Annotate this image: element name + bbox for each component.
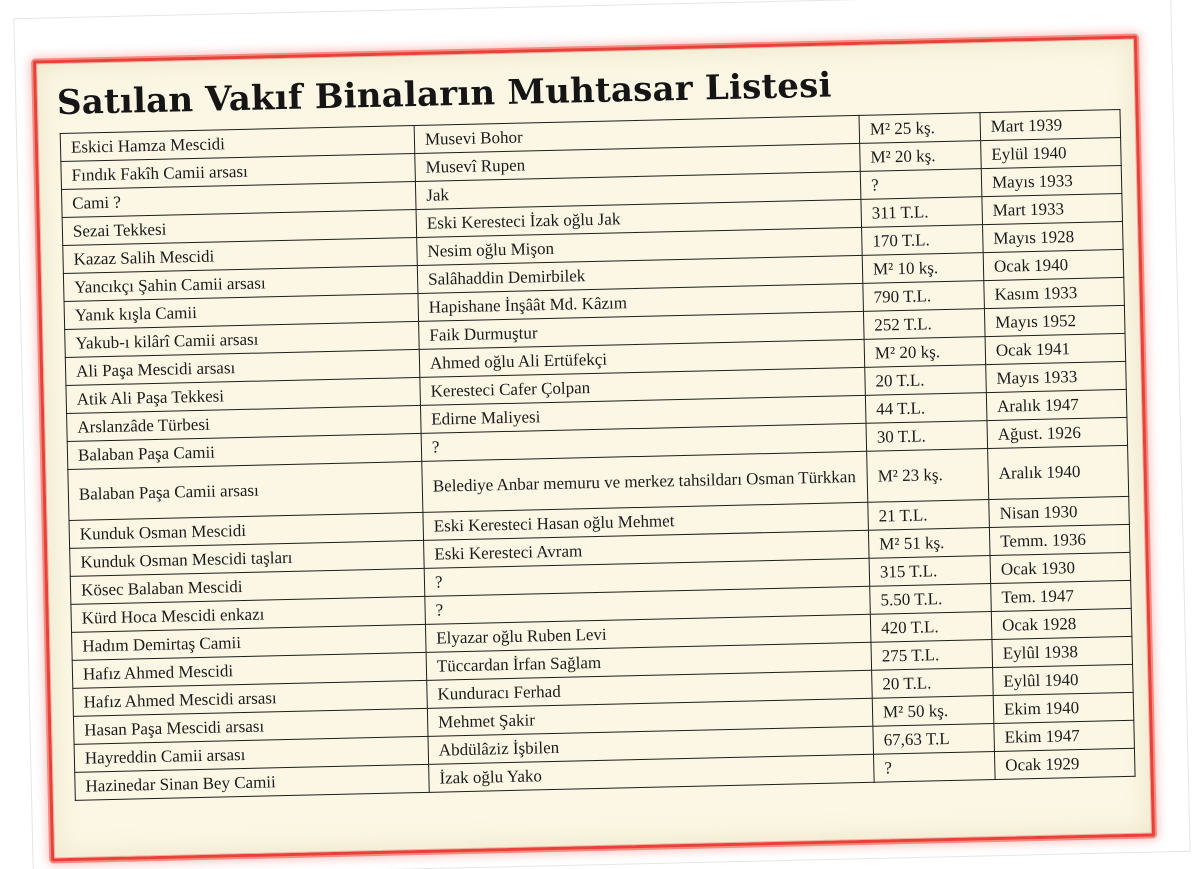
price-cell: 5.50 T.L. (870, 584, 992, 615)
price-cell: M² 20 kş. (860, 141, 982, 172)
buyer-cell: Elyazar oğlu Ruben Levi (425, 614, 871, 652)
date-cell: Mart 1933 (982, 193, 1123, 224)
price-cell: 790 T.L. (863, 281, 985, 312)
building-name-cell: Ali Paşa Mescidi arsası (65, 349, 420, 385)
date-cell: Tem. 1947 (991, 580, 1132, 611)
date-cell: Ocak 1928 (991, 608, 1132, 639)
date-cell: Eylül 1940 (981, 137, 1122, 168)
date-cell: Ağust. 1926 (987, 417, 1128, 448)
building-name-cell: Kürd Hoca Mescidi enkazı (71, 596, 426, 632)
building-name-cell: Cami ? (61, 181, 416, 217)
price-cell: 30 T.L. (866, 421, 988, 452)
date-cell: Ocak 1930 (990, 552, 1131, 583)
buyer-cell: Musevi Bohor (414, 115, 860, 153)
building-name-cell: Hazinedar Sinan Bey Camii (75, 764, 430, 800)
buyer-cell: Musevî Rupen (415, 143, 861, 181)
buyer-cell: ? (424, 558, 870, 596)
building-name-cell: Kunduk Osman Mescidi (69, 512, 424, 548)
date-cell: Aralık 1947 (986, 389, 1127, 420)
buyer-cell: Belediye Anbar memuru ve merkez tahsildarı Osman Türkkan (422, 451, 868, 512)
building-name-cell: Fındık Fakîh Camii arsası (61, 153, 416, 189)
date-cell: Aralık 1940 (988, 445, 1129, 499)
date-cell: Ekim 1940 (993, 692, 1134, 723)
buyer-cell: Abdülâziz İşbilen (428, 726, 874, 764)
price-cell: 20 T.L. (872, 668, 994, 699)
price-cell: 67,63 T.L (873, 723, 995, 754)
date-cell: Ocak 1940 (983, 249, 1124, 280)
date-cell: Ekim 1947 (994, 720, 1135, 751)
building-name-cell: Balaban Paşa Camii arsası (68, 461, 423, 520)
buyer-cell: Eski Kerestеci Avram (424, 530, 870, 568)
price-cell: ? (874, 751, 996, 782)
buyer-cell: Edirne Maliyesi (420, 395, 866, 433)
buyer-cell: Ahmed oğlu Ali Ertüfekçi (419, 339, 865, 377)
building-name-cell: Yakub-ı kilârî Camii arsası (65, 321, 420, 357)
building-name-cell: Kösec Balaban Mescidi (70, 568, 425, 604)
building-name-cell: Hafız Ahmed Mescidi arsası (73, 680, 428, 716)
date-cell: Mayıs 1933 (981, 165, 1122, 196)
building-name-cell: Kazaz Salih Mescidi (63, 237, 418, 273)
buyer-cell: Mehmet Şakir (427, 698, 873, 736)
building-name-cell: Eskici Hamza Mescidi (60, 125, 415, 161)
date-cell: Eylûl 1940 (993, 664, 1134, 695)
date-cell: Ocak 1941 (985, 333, 1126, 364)
date-cell: Nisan 1930 (989, 496, 1130, 527)
buyer-cell: Hapishane İnşâât Md. Kâzım (418, 283, 864, 321)
buyer-cell: ? (421, 423, 867, 461)
price-cell: 275 T.L. (871, 640, 993, 671)
building-name-cell: Hasan Paşa Mescidi arsası (73, 708, 428, 744)
date-cell: Kasım 1933 (984, 277, 1125, 308)
building-name-cell: Atik Ali Paşa Tekkesi (66, 377, 421, 413)
building-name-cell: Yancıkçı Şahin Camii arsası (63, 265, 418, 301)
date-cell: Mart 1939 (980, 109, 1121, 140)
date-cell: Ocak 1929 (994, 748, 1135, 779)
building-name-cell: Yanık kışla Camii (64, 293, 419, 329)
buyer-cell: Kunduracı Ferhad (427, 670, 873, 708)
document-page (33, 36, 1155, 862)
price-cell: 315 T.L. (869, 556, 991, 587)
buyer-cell: İzak oğlu Yako (429, 754, 875, 792)
building-name-cell: Arslanzâde Türbesi (67, 405, 422, 441)
building-name-cell: Sezai Tekkesi (62, 209, 417, 245)
price-cell: M² 20 kş. (864, 337, 986, 368)
price-cell: 170 T.L. (862, 225, 984, 256)
price-cell: 311 T.L. (861, 197, 983, 228)
buyer-cell: Eski Kerestecі İzak oğlu Jak (416, 199, 862, 237)
building-name-cell: Balaban Paşa Camii (67, 433, 422, 469)
price-cell: 44 T.L. (865, 393, 987, 424)
building-name-cell: Hafız Ahmed Mescidi (72, 652, 427, 688)
sold-buildings-table (60, 109, 1136, 801)
buyer-cell: ? (425, 586, 871, 624)
price-cell: M² 50 kş. (872, 696, 994, 727)
price-cell: 20 T.L. (865, 365, 987, 396)
date-cell: Eylûl 1938 (992, 636, 1133, 667)
buyer-cell: Tüccardan İrfan Sağlam (426, 642, 872, 680)
buyer-cell: Faik Durmuştur (419, 311, 865, 349)
date-cell: Mayıs 1928 (983, 221, 1124, 252)
building-name-cell: Hayreddin Camii arsası (74, 736, 429, 772)
date-cell: Temm. 1936 (989, 524, 1130, 555)
buyer-cell: Kerestеci Cafer Çolpan (420, 367, 866, 405)
price-cell: M² 23 kş. (867, 449, 989, 503)
price-cell: ? (860, 169, 982, 200)
price-cell: 252 T.L. (863, 309, 985, 340)
buyer-cell: Jak (415, 171, 861, 209)
price-cell: 420 T.L. (870, 612, 992, 643)
date-cell: Mayıs 1933 (986, 361, 1127, 392)
date-cell: Mayıs 1952 (984, 305, 1125, 336)
price-cell: M² 51 kş. (868, 528, 990, 559)
document-title: Satılan Vakıf Binaların Muhtasar Listesi (56, 65, 833, 124)
price-cell: M² 10 kş. (862, 253, 984, 284)
buyer-cell: Salâhaddin Demirbilek (417, 255, 863, 293)
price-cell: M² 25 kş. (859, 113, 981, 144)
building-name-cell: Kunduk Osman Mescidi taşları (70, 540, 425, 576)
table-body (60, 109, 1135, 800)
building-name-cell: Hadım Demirtaş Camii (72, 624, 427, 660)
buyer-cell: Eski Kerestеci Hasan oğlu Mehmet (423, 502, 869, 540)
price-cell: 21 T.L. (868, 500, 990, 531)
buyer-cell: Nesim oğlu Mişon (417, 227, 863, 265)
